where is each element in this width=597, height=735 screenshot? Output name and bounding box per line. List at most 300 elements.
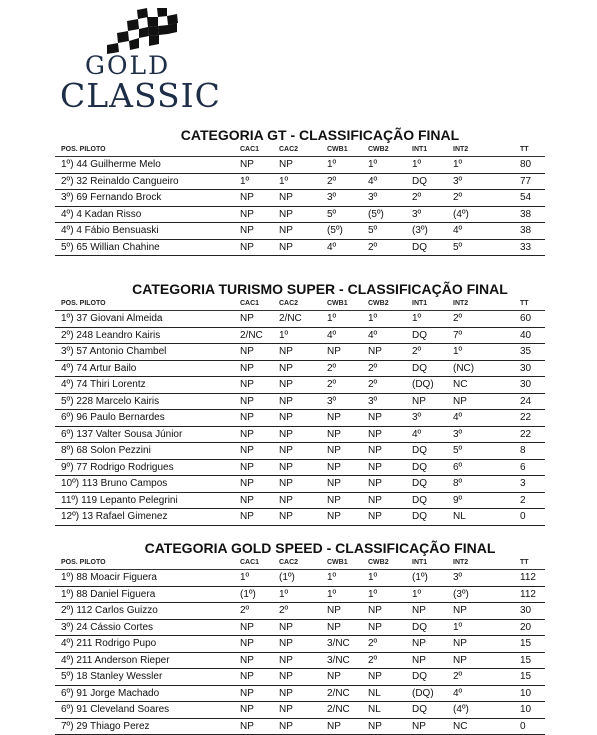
table-row [55, 344, 545, 361]
table-row [55, 427, 545, 444]
cell-tt: 15 [520, 669, 531, 684]
cell-cac2: NP [279, 240, 293, 255]
cell-cac1: 1º [240, 174, 249, 189]
cell-cac2: 2º [279, 603, 288, 618]
table-row [55, 653, 545, 670]
cell-cwb2: NP [368, 493, 382, 508]
cell-pos-piloto: 4º) 74 Thiri Lorentz [61, 377, 146, 392]
cell-cwb2: NP [368, 719, 382, 734]
cell-cac1: NP [240, 719, 254, 734]
cell-pos-piloto: 4º) 4 Kadan Risso [61, 207, 141, 222]
cell-cac1: NP [240, 493, 254, 508]
cell-cwb2: 3º [368, 190, 377, 205]
section-title: CATEGORIA TURISMO SUPER - CLASSIFICAÇÃO FINAL [95, 280, 545, 298]
cell-cwb2: 1º [368, 311, 377, 326]
cell-int2: NP [453, 636, 467, 651]
cell-int2: (4º) [453, 207, 469, 222]
cell-tt: 38 [520, 207, 531, 222]
cell-int1: NP [412, 636, 426, 651]
table-row [55, 361, 545, 378]
cell-cac1: NP [240, 702, 254, 717]
cell-cac1: NP [240, 311, 254, 326]
header-int1: INT1 [412, 298, 427, 310]
cell-cac1: NP [240, 361, 254, 376]
table-row [55, 207, 545, 224]
cell-cac2: NP [279, 190, 293, 205]
header-cwb1: CWB1 [327, 144, 348, 156]
cell-cac2: NP [279, 653, 293, 668]
cell-int1: DQ [412, 509, 427, 524]
cell-int2: NL [453, 509, 466, 524]
cell-pos-piloto: 3º) 24 Cássio Cortes [61, 620, 153, 635]
table-row [55, 223, 545, 240]
header-tt: TT [520, 557, 529, 569]
cell-cac1: NP [240, 686, 254, 701]
cell-cac2: NP [279, 476, 293, 491]
cell-int1: NP [412, 603, 426, 618]
cell-cwb2: 3º [368, 394, 377, 409]
table-header [55, 298, 545, 311]
cell-cac1: NP [240, 460, 254, 475]
cell-cac2: NP [279, 377, 293, 392]
cell-int2: 8º [453, 476, 462, 491]
cell-cac1: 2º [240, 603, 249, 618]
cell-cwb2: 2º [368, 653, 377, 668]
cell-pos-piloto: 5º) 228 Marcelo Kairis [61, 394, 159, 409]
cell-cac2: NP [279, 410, 293, 425]
cell-cwb2: 1º [368, 157, 377, 172]
cell-int1: NP [412, 653, 426, 668]
cell-tt: 30 [520, 361, 531, 376]
cell-cac2: NP [279, 443, 293, 458]
cell-cac2: 1º [279, 328, 288, 343]
cell-cac2: 1º [279, 587, 288, 602]
cell-cac2: 2/NC [279, 311, 302, 326]
cell-tt: 30 [520, 377, 531, 392]
header-cac2: CAC2 [279, 557, 298, 569]
header-int2: INT2 [453, 557, 468, 569]
cell-int2: 1º [453, 157, 462, 172]
cell-int2: NP [453, 603, 467, 618]
cell-cwb1: NP [327, 620, 341, 635]
header-int2: INT2 [453, 144, 468, 156]
cell-tt: 40 [520, 328, 531, 343]
cell-int1: (3º) [412, 223, 428, 238]
cell-cac2: NP [279, 686, 293, 701]
header-tt: TT [520, 144, 529, 156]
cell-cwb2: (5º) [368, 207, 384, 222]
cell-tt: 15 [520, 653, 531, 668]
cell-cwb1: 2º [327, 174, 336, 189]
table-row [55, 620, 545, 637]
cell-int1: 1º [412, 157, 421, 172]
table-row [55, 702, 545, 719]
cell-cac1: NP [240, 620, 254, 635]
table-row [55, 719, 545, 735]
cell-int2: 5º [453, 240, 462, 255]
cell-pos-piloto: 6º) 91 Jorge Machado [61, 686, 159, 701]
cell-tt: 33 [520, 240, 531, 255]
cell-cwb1: (5º) [327, 223, 343, 238]
cell-cwb1: NP [327, 509, 341, 524]
cell-int1: 1º [412, 587, 421, 602]
cell-pos-piloto: 4º) 4 Fábio Bensuaski [61, 223, 159, 238]
cell-cac1: NP [240, 636, 254, 651]
cell-tt: 20 [520, 620, 531, 635]
cell-cac2: NP [279, 157, 293, 172]
cell-cac1: NP [240, 377, 254, 392]
cell-tt: 60 [520, 311, 531, 326]
cell-cwb1: 1º [327, 570, 336, 585]
cell-int2: 4º [453, 223, 462, 238]
cell-cac1: NP [240, 240, 254, 255]
cell-tt: 0 [520, 509, 526, 524]
cell-int1: DQ [412, 328, 427, 343]
cell-cac2: NP [279, 207, 293, 222]
cell-int2: 3º [453, 174, 462, 189]
cell-int1: DQ [412, 174, 427, 189]
cell-cwb1: 5º [327, 207, 336, 222]
cell-cwb1: NP [327, 719, 341, 734]
cell-pos-piloto: 10º) 113 Bruno Campos [61, 476, 167, 491]
cell-pos-piloto: 2º) 248 Leandro Kairis [61, 328, 160, 343]
header-pos-piloto: POS. PILOTO [61, 298, 106, 310]
cell-tt: 80 [520, 157, 531, 172]
header-cac1: CAC1 [240, 144, 259, 156]
table-row [55, 377, 545, 394]
cell-cac2: NP [279, 669, 293, 684]
cell-int1: DQ [412, 493, 427, 508]
cell-cwb2: 4º [368, 328, 377, 343]
table-row [55, 669, 545, 686]
cell-int2: (3º) [453, 587, 469, 602]
cell-cac1: NP [240, 443, 254, 458]
header-cwb2: CWB2 [368, 557, 389, 569]
cell-int2: NC [453, 377, 467, 392]
cell-tt: 10 [520, 702, 531, 717]
cell-int1: DQ [412, 460, 427, 475]
cell-pos-piloto: 7º) 29 Thiago Perez [61, 719, 150, 734]
cell-int2: 4º [453, 410, 462, 425]
cell-pos-piloto: 2º) 32 Reinaldo Cangueiro [61, 174, 179, 189]
header-pos-piloto: POS. PILOTO [61, 557, 106, 569]
cell-int1: 2º [412, 190, 421, 205]
cell-cac1: (1º) [240, 587, 256, 602]
table-row [55, 509, 545, 526]
cell-cac2: NP [279, 427, 293, 442]
cell-cwb2: 2º [368, 377, 377, 392]
cell-cwb2: NP [368, 620, 382, 635]
cell-cwb1: NP [327, 460, 341, 475]
header-int1: INT1 [412, 144, 427, 156]
cell-int1: DQ [412, 620, 427, 635]
cell-cac2: NP [279, 394, 293, 409]
cell-cac2: NP [279, 702, 293, 717]
cell-cac1: NP [240, 476, 254, 491]
cell-cwb2: NP [368, 476, 382, 491]
cell-cac1: NP [240, 669, 254, 684]
cell-int2: 7º [453, 328, 462, 343]
cell-cwb2: 5º [368, 223, 377, 238]
table-row [55, 328, 545, 345]
cell-int1: DQ [412, 240, 427, 255]
cell-tt: 30 [520, 603, 531, 618]
table-body [55, 157, 545, 256]
table-row [55, 603, 545, 620]
cell-cac2: NP [279, 493, 293, 508]
table-row [55, 394, 545, 411]
cell-int2: 5º [453, 443, 462, 458]
cell-cac2: 1º [279, 174, 288, 189]
cell-cac1: NP [240, 653, 254, 668]
cell-tt: 8 [520, 443, 526, 458]
cell-cwb1: NP [327, 344, 341, 359]
cell-cac1: NP [240, 410, 254, 425]
cell-cac2: NP [279, 361, 293, 376]
header-int1: INT1 [412, 557, 427, 569]
table-row [55, 410, 545, 427]
cell-pos-piloto: 5º) 18 Stanley Wessler [61, 669, 162, 684]
cell-int1: DQ [412, 443, 427, 458]
table-row [55, 570, 545, 587]
cell-int2: 9º [453, 493, 462, 508]
cell-tt: 2 [520, 493, 526, 508]
cell-cwb1: 4º [327, 240, 336, 255]
cell-cwb2: 2º [368, 361, 377, 376]
table-header [55, 144, 545, 157]
cell-int1: DQ [412, 669, 427, 684]
table-row [55, 587, 545, 604]
cell-int2: 3º [453, 570, 462, 585]
cell-pos-piloto: 3º) 57 Antonio Chambel [61, 344, 166, 359]
cell-cwb1: NP [327, 669, 341, 684]
cell-int1: (DQ) [412, 377, 434, 392]
cell-cac2: NP [279, 636, 293, 651]
cell-tt: 15 [520, 636, 531, 651]
cell-cwb2: NP [368, 669, 382, 684]
cell-int2: 2º [453, 190, 462, 205]
cell-cwb2: NP [368, 443, 382, 458]
cell-tt: 3 [520, 476, 526, 491]
section-title: CATEGORIA GOLD SPEED - CLASSIFICAÇÃO FINAL [95, 539, 545, 557]
table-row [55, 443, 545, 460]
cell-cwb1: 1º [327, 157, 336, 172]
checkered-flag-icon [87, 8, 183, 54]
cell-tt: 77 [520, 174, 531, 189]
cell-cac2: (1º) [279, 570, 295, 585]
cell-int2: 1º [453, 344, 462, 359]
header-cac2: CAC2 [279, 298, 298, 310]
cell-tt: 54 [520, 190, 531, 205]
cell-int1: (1º) [412, 570, 428, 585]
cell-int2: (4º) [453, 702, 469, 717]
cell-cac2: NP [279, 719, 293, 734]
table-body [55, 311, 545, 526]
cell-cwb2: NP [368, 427, 382, 442]
table-body [55, 570, 545, 735]
cell-cac1: NP [240, 190, 254, 205]
cell-cwb1: 2º [327, 377, 336, 392]
cell-tt: 10 [520, 686, 531, 701]
cell-cac1: NP [240, 223, 254, 238]
gold-classic-logo [60, 8, 210, 108]
cell-int2: 3º [453, 427, 462, 442]
cell-cac1: 1º [240, 570, 249, 585]
cell-pos-piloto: 4º) 74 Artur Bailo [61, 361, 136, 376]
cell-int1: NP [412, 394, 426, 409]
cell-cac1: NP [240, 509, 254, 524]
cell-pos-piloto: 3º) 69 Fernando Brock [61, 190, 161, 205]
cell-pos-piloto: 8º) 68 Solon Pezzini [61, 443, 151, 458]
cell-cwb2: NL [368, 702, 381, 717]
cell-pos-piloto: 6º) 137 Valter Sousa Júnior [61, 427, 182, 442]
header-cac1: CAC1 [240, 557, 259, 569]
cell-tt: 22 [520, 410, 531, 425]
header-cwb2: CWB2 [368, 144, 389, 156]
cell-int1: 1º [412, 311, 421, 326]
cell-pos-piloto: 1º) 88 Moacir Figuera [61, 570, 157, 585]
cell-cac2: NP [279, 344, 293, 359]
cell-pos-piloto: 1º) 88 Daniel Figuera [61, 587, 155, 602]
cell-cac1: NP [240, 344, 254, 359]
cell-cwb2: 1º [368, 570, 377, 585]
table-row [55, 174, 545, 191]
cell-int1: DQ [412, 361, 427, 376]
cell-cac1: 2/NC [240, 328, 263, 343]
cell-cac2: NP [279, 509, 293, 524]
cell-int1: 3º [412, 410, 421, 425]
table-row [55, 240, 545, 257]
cell-int2: 4º [453, 686, 462, 701]
cell-cac1: NP [240, 207, 254, 222]
cell-int2: (NC) [453, 361, 474, 376]
cell-int1: DQ [412, 476, 427, 491]
header-tt: TT [520, 298, 529, 310]
cell-cwb1: 2º [327, 361, 336, 376]
cell-int1: 2º [412, 344, 421, 359]
cell-pos-piloto: 1º) 37 Giovani Almeida [61, 311, 162, 326]
cell-cwb1: 3/NC [327, 636, 350, 651]
section-turismo-super [55, 280, 545, 526]
section-gt [55, 126, 545, 256]
cell-cwb2: 2º [368, 240, 377, 255]
cell-pos-piloto: 4º) 211 Rodrigo Pupo [61, 636, 156, 651]
cell-cwb2: 4º [368, 174, 377, 189]
cell-tt: 112 [520, 587, 536, 602]
cell-cwb1: 2/NC [327, 686, 350, 701]
cell-int2: NC [453, 719, 467, 734]
cell-pos-piloto: 5º) 65 Willian Chahine [61, 240, 160, 255]
table-row [55, 493, 545, 510]
cell-cwb1: NP [327, 603, 341, 618]
cell-cac1: NP [240, 427, 254, 442]
header-int2: INT2 [453, 298, 468, 310]
cell-cwb2: NP [368, 509, 382, 524]
cell-cwb1: 3º [327, 394, 336, 409]
header-cac2: CAC2 [279, 144, 298, 156]
cell-pos-piloto: 12º) 13 Rafael Gimenez [61, 509, 167, 524]
cell-cwb2: NP [368, 344, 382, 359]
header-pos-piloto: POS. PILOTO [61, 144, 106, 156]
cell-cwb1: NP [327, 410, 341, 425]
cell-cwb2: 1º [368, 587, 377, 602]
cell-cac2: NP [279, 620, 293, 635]
cell-tt: 38 [520, 223, 531, 238]
table-row [55, 476, 545, 493]
cell-cwb2: NP [368, 603, 382, 618]
logo-classic-text: CLASSIC [60, 76, 210, 115]
table-row [55, 311, 545, 328]
cell-int2: 2º [453, 311, 462, 326]
cell-int1: 3º [412, 207, 421, 222]
table-row [55, 157, 545, 174]
cell-tt: 112 [520, 570, 536, 585]
cell-pos-piloto: 4º) 211 Anderson Rieper [61, 653, 170, 668]
table-row [55, 190, 545, 207]
cell-cwb2: NP [368, 410, 382, 425]
cell-tt: 6 [520, 460, 526, 475]
cell-int2: 2º [453, 669, 462, 684]
cell-cwb1: NP [327, 493, 341, 508]
cell-cac1: NP [240, 394, 254, 409]
cell-cac1: NP [240, 157, 254, 172]
table-row [55, 636, 545, 653]
cell-cac2: NP [279, 460, 293, 475]
cell-pos-piloto: 6º) 96 Paulo Bernardes [61, 410, 165, 425]
cell-cwb1: 1º [327, 587, 336, 602]
logo-gold-text: GOLD [85, 51, 235, 80]
cell-tt: 22 [520, 427, 531, 442]
cell-int2: 6º [453, 460, 462, 475]
cell-pos-piloto: 11º) 119 Lepanto Pelegrini [61, 493, 178, 508]
cell-pos-piloto: 6º) 91 Cleveland Soares [61, 702, 169, 717]
cell-int1: (DQ) [412, 686, 434, 701]
cell-cac2: NP [279, 223, 293, 238]
cell-int1: DQ [412, 702, 427, 717]
header-cac1: CAC1 [240, 298, 259, 310]
cell-cwb1: 1º [327, 311, 336, 326]
cell-cwb2: NP [368, 460, 382, 475]
cell-tt: 24 [520, 394, 531, 409]
header-cwb1: CWB1 [327, 298, 348, 310]
header-cwb1: CWB1 [327, 557, 348, 569]
cell-tt: 35 [520, 344, 531, 359]
cell-cwb1: NP [327, 443, 341, 458]
cell-pos-piloto: 1º) 44 Guilherme Melo [61, 157, 161, 172]
cell-pos-piloto: 9º) 77 Rodrigo Rodrigues [61, 460, 174, 475]
cell-int1: NP [412, 719, 426, 734]
cell-tt: 0 [520, 719, 526, 734]
cell-int1: 4º [412, 427, 421, 442]
cell-cwb1: 2/NC [327, 702, 350, 717]
table-row [55, 460, 545, 477]
cell-cwb1: 3º [327, 190, 336, 205]
cell-cwb2: 2º [368, 636, 377, 651]
table-header [55, 557, 545, 570]
table-row [55, 686, 545, 703]
cell-cwb1: NP [327, 427, 341, 442]
cell-int2: 1º [453, 620, 462, 635]
cell-int2: NP [453, 394, 467, 409]
section-gold-speed [55, 539, 545, 735]
cell-cwb2: NL [368, 686, 381, 701]
section-title: CATEGORIA GT - CLASSIFICAÇÃO FINAL [95, 126, 545, 144]
cell-pos-piloto: 2º) 112 Carlos Guizzo [61, 603, 158, 618]
header-cwb2: CWB2 [368, 298, 389, 310]
cell-cwb1: NP [327, 476, 341, 491]
cell-cwb1: 4º [327, 328, 336, 343]
cell-cwb1: 3/NC [327, 653, 350, 668]
